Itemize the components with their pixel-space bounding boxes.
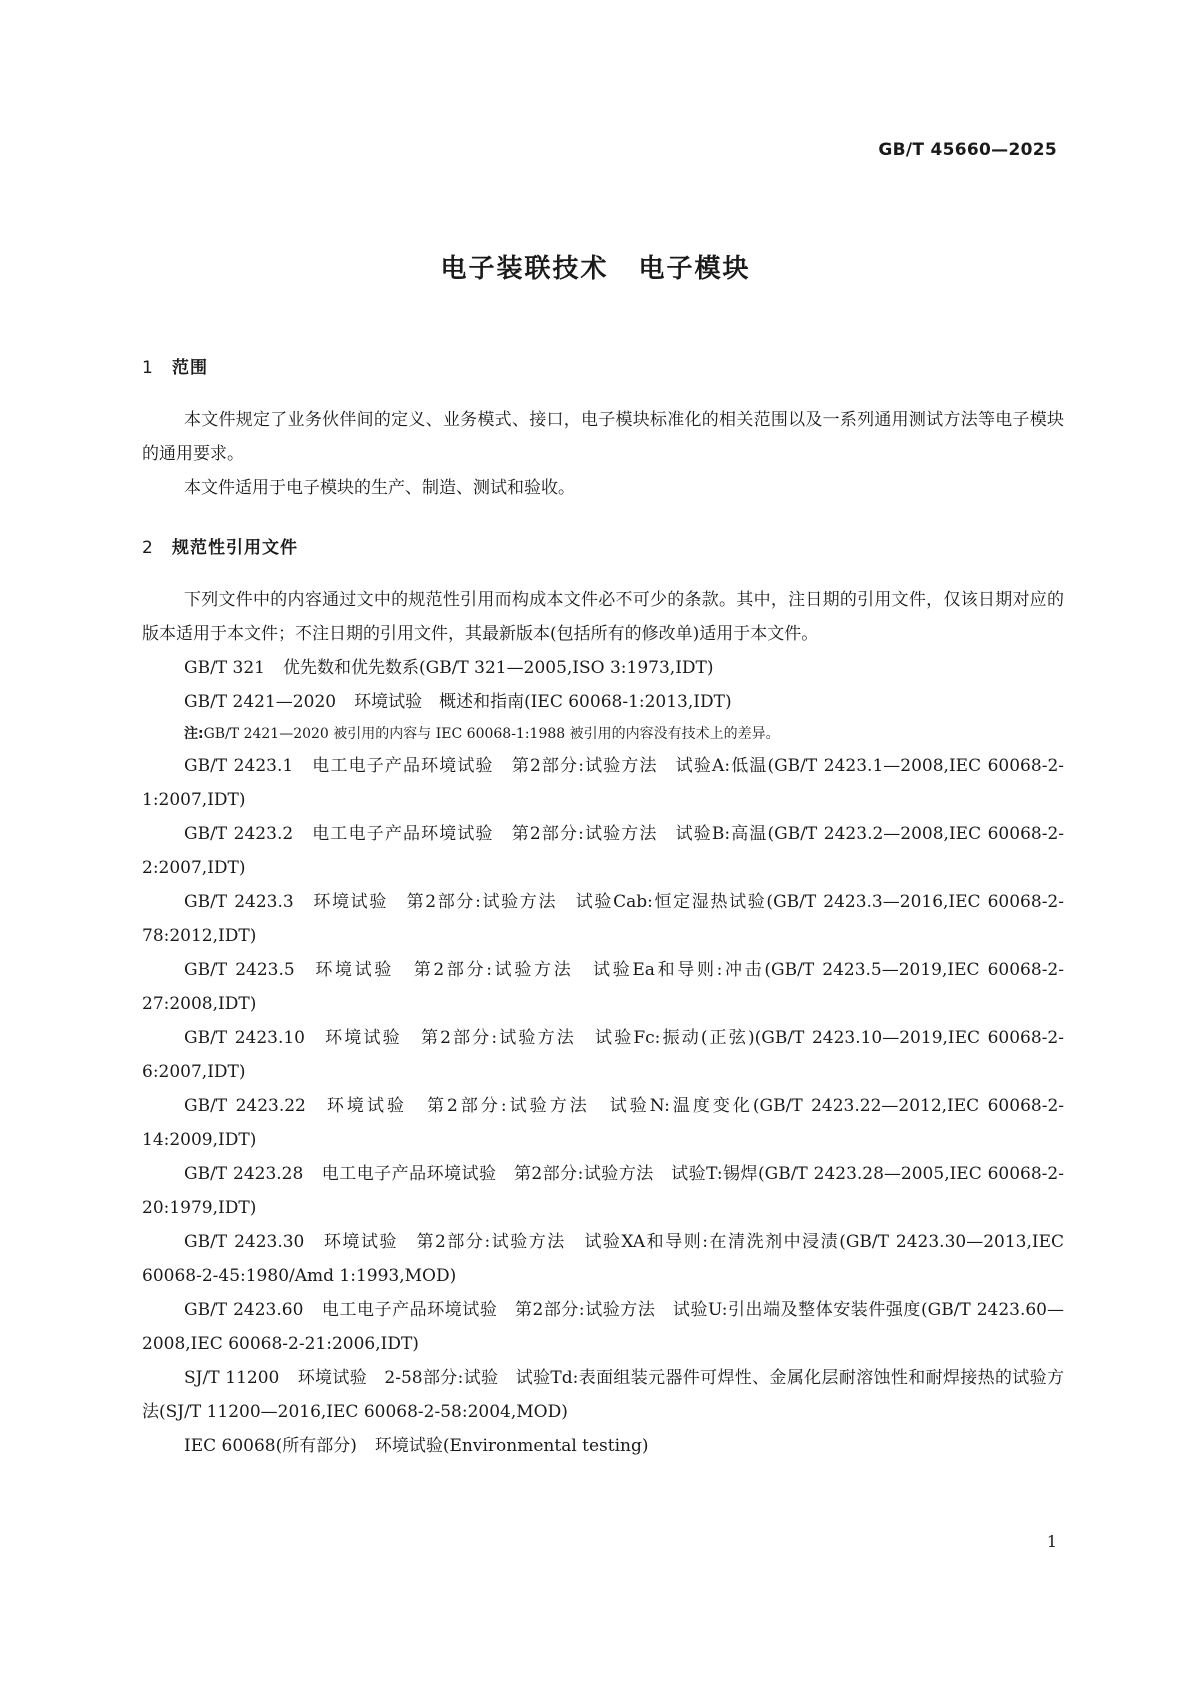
title-part-1: 电子装联技术 — [440, 254, 609, 284]
reference-item — [142, 885, 1064, 953]
document-body — [142, 355, 1064, 1463]
reference-item — [142, 1361, 1064, 1429]
reference-id: GB/T 2423.28 — [184, 1164, 304, 1184]
paragraph: 本文件适用于电子模块的生产、制造、测试和验收。 — [184, 478, 575, 498]
reference-id: GB/T 321 — [184, 658, 265, 678]
reference-id: GB/T 2423.3 — [184, 892, 294, 912]
reference-id: GB/T 2423.1 — [184, 756, 294, 776]
reference-text: 环境试验 概述和指南(IEC 60068-1:2013,IDT) — [354, 692, 732, 712]
note-text: GB/T 2421—2020 被引用的内容与 IEC 60068-1:1988 被引用的内容没有技术上的差异。 — [203, 726, 780, 742]
reference-id: GB/T 2423.60 — [184, 1300, 304, 1320]
reference-item — [142, 1293, 1064, 1361]
section-1-heading — [142, 355, 1064, 381]
reference-id: GB/T 2423.5 — [184, 960, 295, 980]
reference-note — [142, 719, 1064, 749]
reference-text: 电工电子产品环境试验 第2部分:试验方法 试验T:锡焊(GB/T 2423.28—2005,IEC 60068-2-20:1979,IDT) — [142, 1164, 1064, 1218]
reference-item — [142, 1225, 1064, 1293]
reference-id: SJ/T 11200 — [184, 1368, 280, 1388]
reference-item — [142, 651, 1064, 685]
reference-id: GB/T 2423.22 — [184, 1096, 306, 1116]
reference-item — [142, 1157, 1064, 1225]
standard-code: GB/T 45660—2025 — [878, 140, 1057, 160]
section-number: 2 — [142, 538, 154, 558]
reference-text: 环境试验 第2部分:试验方法 试验Fc:振动(正弦)(GB/T 2423.10—2019,IEC 60068-2-6:2007,IDT) — [142, 1028, 1064, 1082]
reference-text: 电工电子产品环境试验 第2部分:试验方法 试验A:低温(GB/T 2423.1—2008,IEC 60068-2-1:2007,IDT) — [142, 756, 1064, 810]
section-title: 规范性引用文件 — [172, 538, 298, 558]
reference-item — [142, 685, 1064, 719]
reference-text: 电工电子产品环境试验 第2部分:试验方法 试验U:引出端及整体安装件强度(GB/T 2423.60—2008,IEC 60068-2-21:2006,IDT) — [142, 1300, 1064, 1354]
reference-id: GB/T 2423.30 — [184, 1232, 305, 1252]
reference-item — [142, 1021, 1064, 1089]
section-title: 范围 — [172, 358, 208, 378]
reference-id: GB/T 2423.10 — [184, 1028, 305, 1048]
reference-text: 环境试验 第2部分:试验方法 试验Ea和导则:冲击(GB/T 2423.5—2019,IEC 60068-2-27:2008,IDT) — [142, 960, 1064, 1014]
reference-item — [142, 953, 1064, 1021]
section-number: 1 — [142, 358, 154, 378]
page-number: 1 — [1046, 1532, 1057, 1551]
reference-item — [142, 817, 1064, 885]
reference-text: 环境试验(Environmental testing) — [374, 1436, 649, 1456]
reference-text: 环境试验 第2部分:试验方法 试验N:温度变化(GB/T 2423.22—2012,IEC 60068-2-14:2009,IDT) — [142, 1096, 1065, 1150]
reference-item — [142, 1429, 1064, 1463]
reference-item — [142, 749, 1064, 817]
reference-text: 环境试验 第2部分:试验方法 试验Cab:恒定湿热试验(GB/T 2423.3—2016,IEC 60068-2-78:2012,IDT) — [142, 892, 1064, 946]
title-part-2: 电子模块 — [638, 254, 751, 284]
paragraph: 下列文件中的内容通过文中的规范性引用而构成本文件必不可少的条款。其中，注日期的引用文件，仅该日期对应的版本适用于本文件；不注日期的引用文件，其最新版本(包括所有的修改单)适用于本文件。 — [142, 590, 1064, 644]
reference-text: 环境试验 第2部分:试验方法 试验XA和导则:在清洗剂中浸渍(GB/T 2423.30—2013,IEC 60068-2-45:1980/Amd 1:1993,MOD) — [142, 1232, 1064, 1286]
reference-text: 电工电子产品环境试验 第2部分:试验方法 试验B:高温(GB/T 2423.2—2008,IEC 60068-2-2:2007,IDT) — [142, 824, 1065, 878]
reference-id: GB/T 2423.2 — [184, 824, 294, 844]
section-2-heading — [142, 535, 1064, 561]
reference-id: IEC 60068(所有部分) — [184, 1436, 357, 1456]
note-label: 注: — [184, 726, 204, 742]
reference-item — [142, 1089, 1064, 1157]
paragraph: 本文件规定了业务伙伴间的定义、业务模式、接口，电子模块标准化的相关范围以及一系列通用测试方法等电子模块的通用要求。 — [142, 410, 1064, 464]
reference-text: 优先数和优先数系(GB/T 321—2005,ISO 3:1973,IDT) — [283, 658, 714, 678]
reference-id: GB/T 2421—2020 — [184, 692, 337, 712]
document-title — [0, 248, 1191, 285]
reference-text: 环境试验 2-58部分:试验 试验Td:表面组装元器件可焊性、金属化层耐溶蚀性和耐焊接热的试验方法(SJ/T 11200—2016,IEC 60068-2-58:2004,MOD) — [142, 1368, 1064, 1422]
